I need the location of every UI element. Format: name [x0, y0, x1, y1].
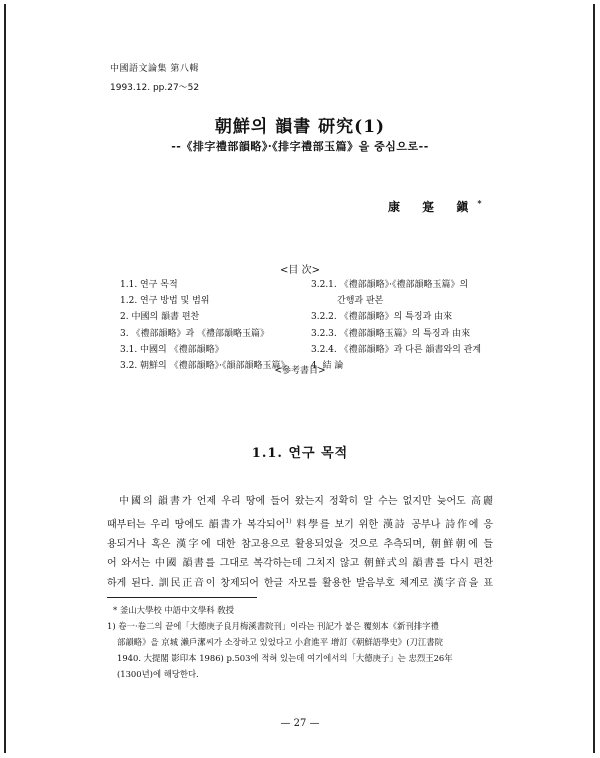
footnote-line: 1) 卷一·卷二의 끝에「大德庚子良月梅溪書院刊」이라는 刊記가 붙은 覆刻本《新刊排字禮	[107, 621, 439, 631]
toc-item: 3.2.2. 《禮部韻略》의 특징과 由來	[311, 312, 453, 323]
author-footnote-mark: *	[477, 198, 482, 208]
body-line: 용되거나 혹은 漢字에 대한 참고용으로 활용되었을 것으로 추측되며, 朝鮮朝에 들	[107, 538, 493, 550]
toc-left-column	[120, 277, 310, 374]
toc-item: 4. 結 論	[311, 361, 344, 372]
body-line	[107, 512, 493, 535]
body-line: 하게 된다. 訓民正音이 창제되어 한글 자모를 활용한 발음부호 체계로 漢字音을 표	[107, 578, 493, 590]
footnote-ref: 1)	[285, 517, 292, 525]
page-number: — 27 —	[280, 718, 320, 729]
body-line-head: 때부터는 우리 땅에도 韻書가 복각되어	[107, 519, 286, 531]
toc-item-continued: 간행과 판본	[337, 296, 384, 307]
toc-item: 3. 《禮部韻略》과 《禮部韻略玉篇》	[120, 328, 270, 339]
journal-name: 中國語文論集 第八輯	[110, 64, 199, 74]
body-line: 어 와서는 中國 韻書를 그대로 복각하는데 그치지 않고 朝鮮式의 韻書를 다시 편찬	[107, 558, 493, 570]
toc-right-column	[311, 277, 511, 374]
toc-title: <目 次>	[280, 265, 320, 276]
toc-item: 3.1. 中國의 《禮部韻略》	[120, 344, 224, 355]
issue-info: 1993.12. pp.27～52	[110, 83, 200, 93]
footnote-line: 部韻略》을 京城 瀨戶潔씨가 소장하고 있었다고 小倉進平 增訂《朝鮮語學史》(刀江書院	[117, 637, 443, 647]
section-heading: 1.1. 연구 목적	[251, 446, 349, 461]
toc-item: 3.2.3. 《禮部韻略玉篇》의 특징과 由來	[311, 328, 471, 339]
paper-subtitle: --《排字禮部韻略》·《排字禮部玉篇》을 중심으로--	[171, 140, 429, 153]
toc-item: 3.2.1. 《禮部韻略》·《禮部韻略玉篇》의	[311, 280, 469, 290]
footnote-line: (1300년)에 해당한다.	[117, 669, 199, 679]
author-text: 康 寔 鎭	[388, 200, 478, 214]
footnote-divider	[107, 597, 257, 598]
body-line-tail: 料學를 보기 위한 漢詩 공부나 詩作에 응	[291, 519, 493, 531]
toc-references: <參考書目>	[274, 366, 326, 376]
footnotes	[107, 602, 493, 682]
body-paragraph	[107, 492, 493, 594]
toc-item: 1.2. 연구 방법 및 범위	[120, 296, 210, 307]
author-name	[388, 198, 482, 215]
toc-item: 2. 中國의 韻書 편찬	[120, 312, 200, 323]
body-line: 中國의 韻書가 언제 우리 땅에 들어 왔는지 정확히 알 수는 없지만 늦어도 高麗	[119, 496, 493, 507]
author-affiliation: * 釜山大學校 中語中文學科 敎授	[113, 605, 235, 615]
toc-item: 3.2. 朝鮮의 《禮部韻略》·《韻部韻略玉篇》	[120, 361, 290, 372]
paper-title: 朝鮮의 韻書 研究(1)	[214, 117, 386, 137]
toc-item: 3.2.4. 《禮部韻略》과 다른 韻書와의 관계	[311, 344, 482, 355]
toc-item: 1.1. 연구 목적	[120, 280, 178, 290]
footnote-line: 1940. 大提閣 影印本 1986) p.503에 적혀 있는데 여기에서의「大德庚子」는 忠烈王26年	[117, 653, 453, 663]
